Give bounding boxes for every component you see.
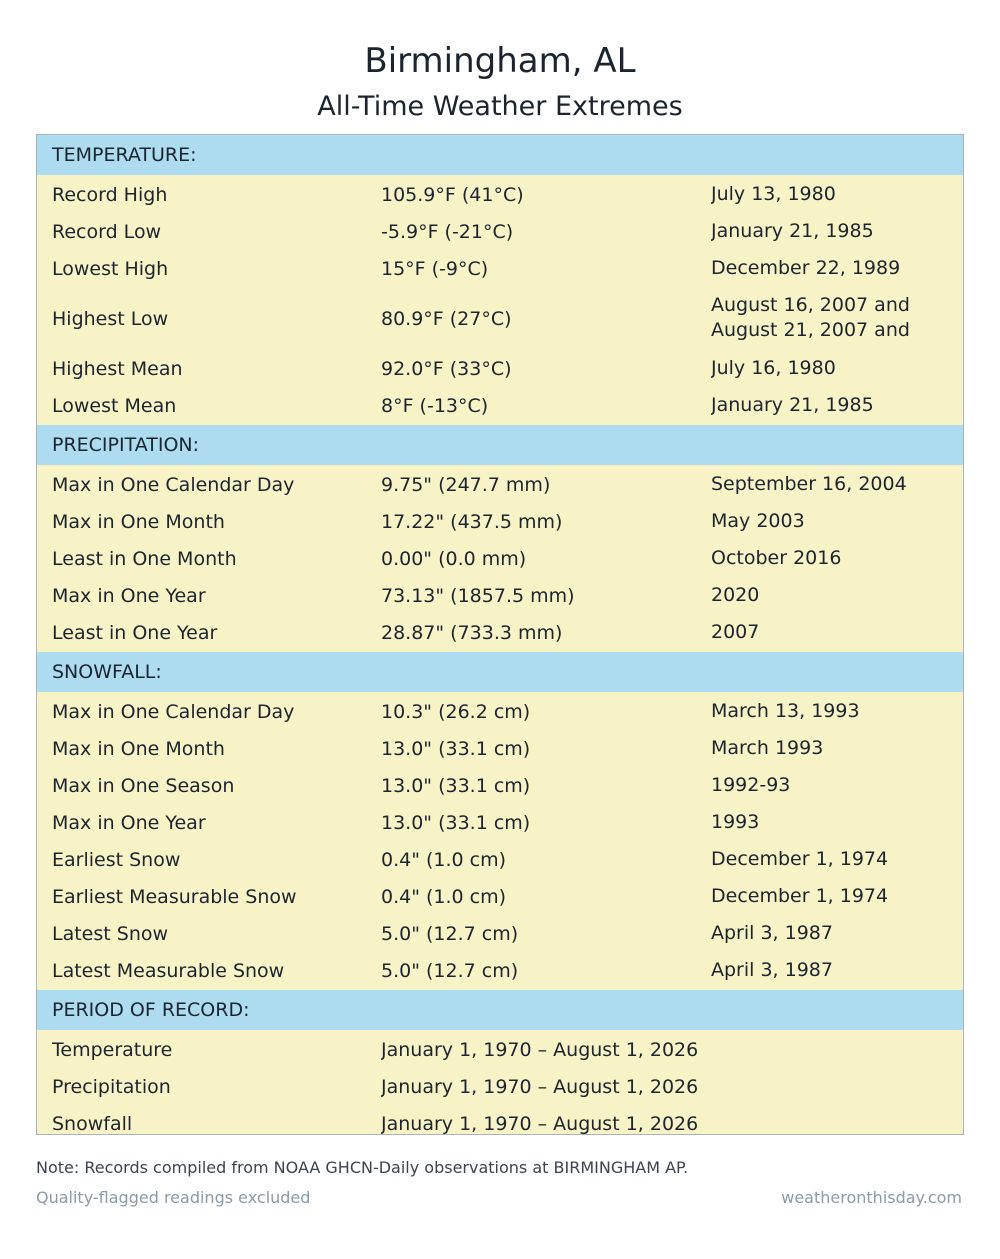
table-row (37, 614, 963, 651)
record-date: May 2003 (711, 510, 805, 532)
table-row (37, 767, 963, 804)
record-date: 2020 (711, 584, 760, 606)
record-date: July 13, 1980 (711, 183, 836, 205)
record-date: 1993 (711, 811, 760, 833)
table-row (37, 804, 963, 841)
page-subtitle: All-Time Weather Extremes (317, 91, 683, 122)
table-row (37, 1105, 963, 1142)
record-value: 8°F (-13°C) (381, 394, 489, 417)
record-value: 0.4" (1.0 cm) (381, 848, 507, 871)
record-value: 10.3" (26.2 cm) (381, 700, 531, 723)
table-row (37, 730, 963, 767)
table-row (37, 1068, 963, 1105)
section-header-precipitation: PRECIPITATION: (37, 425, 963, 465)
record-label: Lowest High (52, 257, 169, 280)
record-label: Record Low (52, 220, 162, 243)
record-value: 0.4" (1.0 cm) (381, 885, 507, 908)
quality-note: Quality-flagged readings excluded (36, 1188, 311, 1207)
record-date: July 16, 1980 (711, 357, 836, 379)
record-date: October 2016 (711, 547, 842, 569)
table-row (37, 540, 963, 577)
record-label: Max in One Year (52, 584, 206, 607)
record-label: Earliest Measurable Snow (52, 885, 297, 908)
section-rows-temperature (37, 175, 963, 425)
record-date: December 1, 1974 (711, 848, 889, 870)
table-row (37, 387, 963, 424)
record-label: Max in One Month (52, 737, 225, 760)
section-header-period-of-record: PERIOD OF RECORD: (37, 990, 963, 1030)
record-value: 0.00" (0.0 mm) (381, 547, 527, 570)
record-label: Earliest Snow (52, 848, 181, 871)
record-value: 5.0" (12.7 cm) (381, 922, 519, 945)
record-label: Max in One Year (52, 811, 206, 834)
record-date: April 3, 1987 (711, 922, 833, 944)
record-label: Lowest Mean (52, 394, 177, 417)
record-date: August 16, 2007 and August 21, 2007 and (711, 294, 910, 341)
record-value: 13.0" (33.1 cm) (381, 774, 531, 797)
record-value: 13.0" (33.1 cm) (381, 811, 531, 834)
record-value: 80.9°F (27°C) (381, 307, 512, 330)
table-row (37, 878, 963, 915)
record-label: Max in One Season (52, 774, 235, 797)
record-date: March 1993 (711, 737, 824, 759)
record-label: Highest Low (52, 307, 169, 330)
record-date: January 21, 1985 (711, 394, 874, 416)
footer-note: Note: Records compiled from NOAA GHCN-Daily observations at BIRMINGHAM AP. (36, 1158, 689, 1177)
record-value: 105.9°F (41°C) (381, 183, 524, 206)
record-label: Max in One Calendar Day (52, 473, 295, 496)
table-row (37, 693, 963, 730)
record-value: 13.0" (33.1 cm) (381, 737, 531, 760)
section-header-snowfall: SNOWFALL: (37, 652, 963, 692)
record-value: 5.0" (12.7 cm) (381, 959, 519, 982)
table-row (37, 1031, 963, 1068)
record-label: Max in One Calendar Day (52, 700, 295, 723)
record-date: December 1, 1974 (711, 885, 889, 907)
record-label: Temperature (52, 1038, 173, 1061)
table-row (37, 577, 963, 614)
record-value: 92.0°F (33°C) (381, 357, 512, 380)
record-label: Snowfall (52, 1112, 133, 1135)
table-row (37, 213, 963, 250)
record-value: 15°F (-9°C) (381, 257, 489, 280)
record-value: January 1, 1970 – August 1, 2026 (381, 1038, 699, 1061)
section-rows-precipitation (37, 465, 963, 652)
table-row (37, 176, 963, 213)
extremes-table (36, 134, 964, 1135)
record-label: Least in One Year (52, 621, 218, 644)
section-rows-snowfall (37, 692, 963, 990)
source-credit: weatheronthisday.com (781, 1188, 962, 1207)
record-label: Latest Measurable Snow (52, 959, 285, 982)
record-value: 9.75" (247.7 mm) (381, 473, 551, 496)
table-row (37, 250, 963, 287)
record-label: Precipitation (52, 1075, 171, 1098)
section-rows-period-of-record (37, 1030, 963, 1143)
table-row (37, 350, 963, 387)
table-row (37, 841, 963, 878)
page-title: Birmingham, AL (364, 41, 636, 81)
record-date: 2007 (711, 621, 760, 643)
record-date: December 22, 1989 (711, 257, 901, 279)
record-label: Least in One Month (52, 547, 237, 570)
record-label: Record High (52, 183, 168, 206)
record-value: 17.22" (437.5 mm) (381, 510, 563, 533)
record-label: Max in One Month (52, 510, 225, 533)
section-header-temperature: TEMPERATURE: (37, 135, 963, 175)
table-row (37, 287, 963, 350)
table-row (37, 952, 963, 989)
record-value: 28.87" (733.3 mm) (381, 621, 563, 644)
record-value: -5.9°F (-21°C) (381, 220, 514, 243)
record-label: Highest Mean (52, 357, 183, 380)
record-label: Latest Snow (52, 922, 169, 945)
record-date: September 16, 2004 (711, 473, 907, 495)
table-row (37, 915, 963, 952)
record-value: January 1, 1970 – August 1, 2026 (381, 1075, 699, 1098)
table-row (37, 503, 963, 540)
record-date: January 21, 1985 (711, 220, 874, 242)
record-value: January 1, 1970 – August 1, 2026 (381, 1112, 699, 1135)
record-value: 73.13" (1857.5 mm) (381, 584, 575, 607)
record-date: March 13, 1993 (711, 700, 860, 722)
record-date: April 3, 1987 (711, 959, 833, 981)
table-row (37, 466, 963, 503)
record-date: 1992-93 (711, 774, 791, 796)
